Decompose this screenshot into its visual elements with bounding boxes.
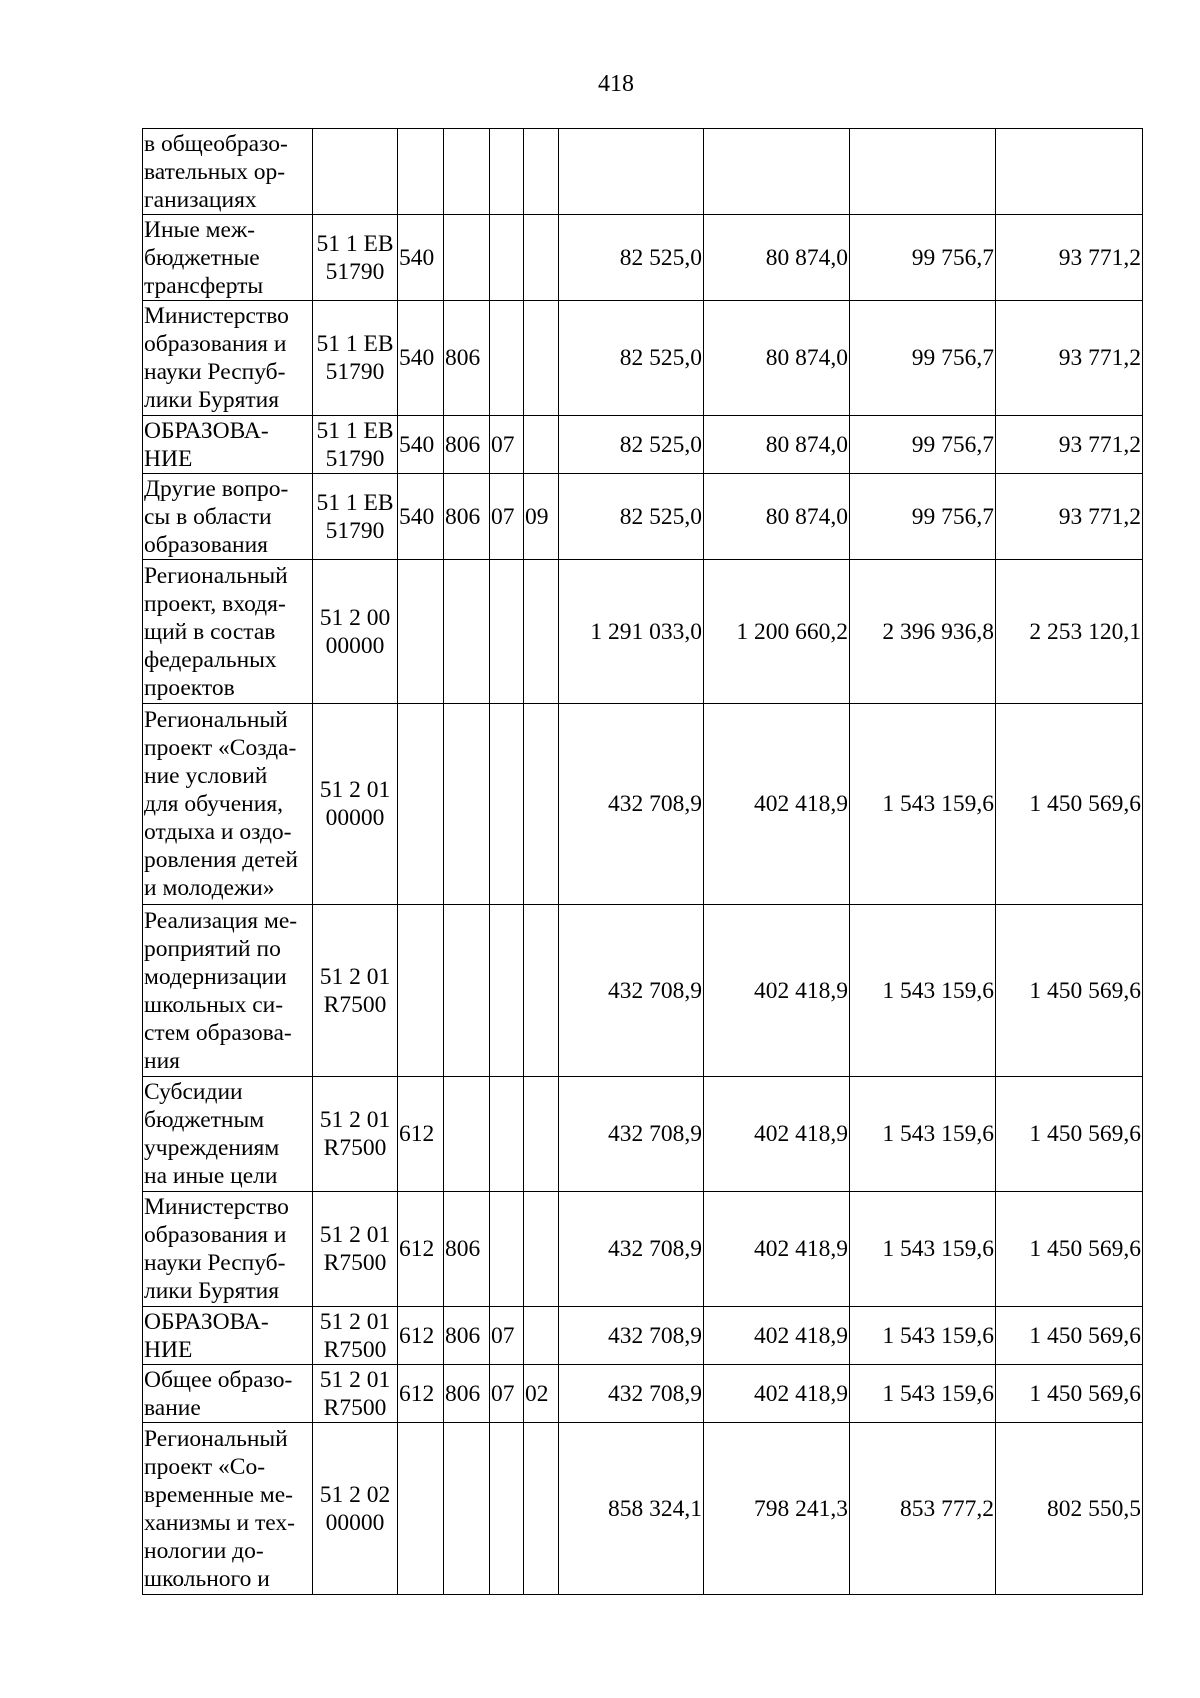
section-code	[490, 301, 524, 416]
section-code	[490, 129, 524, 215]
target-article-code: 51 1 EB 51790	[313, 215, 398, 301]
section-code	[490, 1077, 524, 1192]
target-article-code: 51 1 EB 51790	[313, 301, 398, 416]
table-row	[143, 215, 1143, 301]
row-name: Министерство образования и науки Респуб- лики Бурятия	[143, 1192, 313, 1307]
amount-4	[996, 129, 1143, 215]
amount-1: 858 324,1	[559, 1423, 704, 1595]
row-name: Министерство образования и науки Респуб- лики Бурятия	[143, 301, 313, 416]
administrator-code: 806	[444, 474, 490, 560]
table-row	[143, 905, 1143, 1077]
table-row	[143, 1365, 1143, 1423]
amount-1: 432 708,9	[559, 1192, 704, 1307]
target-article-code: 51 2 01 R7500	[313, 1307, 398, 1365]
subsection-code	[524, 560, 559, 704]
amount-2: 80 874,0	[704, 474, 850, 560]
administrator-code	[444, 129, 490, 215]
expense-type-code: 612	[398, 1077, 444, 1192]
amount-1: 82 525,0	[559, 301, 704, 416]
administrator-code	[444, 1077, 490, 1192]
expense-type-code: 540	[398, 301, 444, 416]
subsection-code	[524, 1423, 559, 1595]
expense-type-code: 612	[398, 1365, 444, 1423]
subsection-code	[524, 416, 559, 474]
expense-type-code	[398, 704, 444, 905]
amount-4: 93 771,2	[996, 474, 1143, 560]
amount-4: 1 450 569,6	[996, 1077, 1143, 1192]
section-code: 07	[490, 1365, 524, 1423]
amount-2: 798 241,3	[704, 1423, 850, 1595]
table-row	[143, 1077, 1143, 1192]
amount-2: 402 418,9	[704, 704, 850, 905]
target-article-code: 51 1 EB 51790	[313, 416, 398, 474]
administrator-code: 806	[444, 1192, 490, 1307]
administrator-code: 806	[444, 416, 490, 474]
row-name: Другие вопро- сы в области образования	[143, 474, 313, 560]
section-code	[490, 560, 524, 704]
subsection-code	[524, 905, 559, 1077]
amount-2	[704, 129, 850, 215]
section-code: 07	[490, 1307, 524, 1365]
table-row	[143, 129, 1143, 215]
table-row	[143, 474, 1143, 560]
subsection-code: 09	[524, 474, 559, 560]
table-row	[143, 1423, 1143, 1595]
row-name: Региональный проект, входя- щий в состав федеральных проектов	[143, 560, 313, 704]
amount-3: 853 777,2	[850, 1423, 996, 1595]
target-article-code: 51 2 01 R7500	[313, 1077, 398, 1192]
amount-3: 1 543 159,6	[850, 905, 996, 1077]
amount-2: 402 418,9	[704, 1077, 850, 1192]
target-article-code: 51 2 01 R7500	[313, 1365, 398, 1423]
amount-4: 93 771,2	[996, 416, 1143, 474]
expense-type-code	[398, 905, 444, 1077]
amount-4: 1 450 569,6	[996, 1307, 1143, 1365]
subsection-code: 02	[524, 1365, 559, 1423]
section-code	[490, 215, 524, 301]
amount-3: 1 543 159,6	[850, 1077, 996, 1192]
amount-2: 402 418,9	[704, 905, 850, 1077]
target-article-code: 51 2 01 R7500	[313, 1192, 398, 1307]
target-article-code: 51 1 EB 51790	[313, 474, 398, 560]
table-row	[143, 560, 1143, 704]
expense-type-code	[398, 1423, 444, 1595]
amount-3: 1 543 159,6	[850, 1192, 996, 1307]
target-article-code: 51 2 01 00000	[313, 704, 398, 905]
section-code	[490, 704, 524, 905]
administrator-code	[444, 215, 490, 301]
row-name: Субсидии бюджетным учреждениям на иные цели	[143, 1077, 313, 1192]
row-name: Общее образо- вание	[143, 1365, 313, 1423]
amount-4: 1 450 569,6	[996, 704, 1143, 905]
subsection-code	[524, 1192, 559, 1307]
table-row	[143, 704, 1143, 905]
amount-3: 99 756,7	[850, 301, 996, 416]
administrator-code	[444, 560, 490, 704]
amount-1: 1 291 033,0	[559, 560, 704, 704]
section-code: 07	[490, 416, 524, 474]
amount-2: 402 418,9	[704, 1192, 850, 1307]
page-number: 418	[598, 71, 634, 97]
amount-4: 93 771,2	[996, 215, 1143, 301]
row-name: ОБРАЗОВА- НИЕ	[143, 1307, 313, 1365]
amount-4: 93 771,2	[996, 301, 1143, 416]
amount-2: 80 874,0	[704, 416, 850, 474]
row-name: Региональный проект «Созда- ние условий для обучения, отдыха и оздо- ровления детей и молодежи»	[143, 704, 313, 905]
target-article-code: 51 2 02 00000	[313, 1423, 398, 1595]
expense-type-code: 540	[398, 474, 444, 560]
administrator-code: 806	[444, 1307, 490, 1365]
expense-type-code	[398, 129, 444, 215]
expense-type-code: 540	[398, 416, 444, 474]
expense-type-code: 540	[398, 215, 444, 301]
table-row	[143, 301, 1143, 416]
amount-2: 80 874,0	[704, 215, 850, 301]
amount-1: 432 708,9	[559, 1307, 704, 1365]
amount-1: 432 708,9	[559, 1365, 704, 1423]
administrator-code	[444, 704, 490, 905]
amount-3: 99 756,7	[850, 215, 996, 301]
section-code	[490, 1192, 524, 1307]
subsection-code	[524, 215, 559, 301]
expense-type-code: 612	[398, 1307, 444, 1365]
administrator-code: 806	[444, 1365, 490, 1423]
target-article-code: 51 2 01 R7500	[313, 905, 398, 1077]
expense-type-code	[398, 560, 444, 704]
table-row	[143, 416, 1143, 474]
administrator-code: 806	[444, 301, 490, 416]
amount-4: 802 550,5	[996, 1423, 1143, 1595]
administrator-code	[444, 1423, 490, 1595]
row-name: Региональный проект «Со- временные ме- ханизмы и тех- нологии до- школьного и	[143, 1423, 313, 1595]
amount-1: 82 525,0	[559, 215, 704, 301]
budget-table	[142, 128, 1143, 1595]
amount-1: 82 525,0	[559, 474, 704, 560]
section-code: 07	[490, 474, 524, 560]
amount-3	[850, 129, 996, 215]
amount-1: 432 708,9	[559, 704, 704, 905]
expense-type-code: 612	[398, 1192, 444, 1307]
target-article-code: 51 2 00 00000	[313, 560, 398, 704]
budget-table-body	[143, 129, 1143, 1595]
row-name: в общеобразо- вательных ор- ганизациях	[143, 129, 313, 215]
table-row	[143, 1192, 1143, 1307]
amount-4: 1 450 569,6	[996, 905, 1143, 1077]
amount-2: 80 874,0	[704, 301, 850, 416]
amount-1: 432 708,9	[559, 905, 704, 1077]
amount-2: 402 418,9	[704, 1365, 850, 1423]
target-article-code	[313, 129, 398, 215]
subsection-code	[524, 1307, 559, 1365]
subsection-code	[524, 301, 559, 416]
row-name: Реализация ме- роприятий по модернизации школьных си- стем образова- ния	[143, 905, 313, 1077]
amount-4: 2 253 120,1	[996, 560, 1143, 704]
subsection-code	[524, 704, 559, 905]
amount-1	[559, 129, 704, 215]
amount-3: 2 396 936,8	[850, 560, 996, 704]
amount-4: 1 450 569,6	[996, 1365, 1143, 1423]
subsection-code	[524, 129, 559, 215]
subsection-code	[524, 1077, 559, 1192]
amount-3: 99 756,7	[850, 474, 996, 560]
amount-4: 1 450 569,6	[996, 1192, 1143, 1307]
amount-1: 82 525,0	[559, 416, 704, 474]
row-name: Иные меж- бюджетные трансферты	[143, 215, 313, 301]
section-code	[490, 1423, 524, 1595]
section-code	[490, 905, 524, 1077]
amount-3: 99 756,7	[850, 416, 996, 474]
amount-1: 432 708,9	[559, 1077, 704, 1192]
amount-3: 1 543 159,6	[850, 1307, 996, 1365]
amount-2: 402 418,9	[704, 1307, 850, 1365]
amount-3: 1 543 159,6	[850, 704, 996, 905]
administrator-code	[444, 905, 490, 1077]
amount-2: 1 200 660,2	[704, 560, 850, 704]
table-row	[143, 1307, 1143, 1365]
amount-3: 1 543 159,6	[850, 1365, 996, 1423]
row-name: ОБРАЗОВА- НИЕ	[143, 416, 313, 474]
